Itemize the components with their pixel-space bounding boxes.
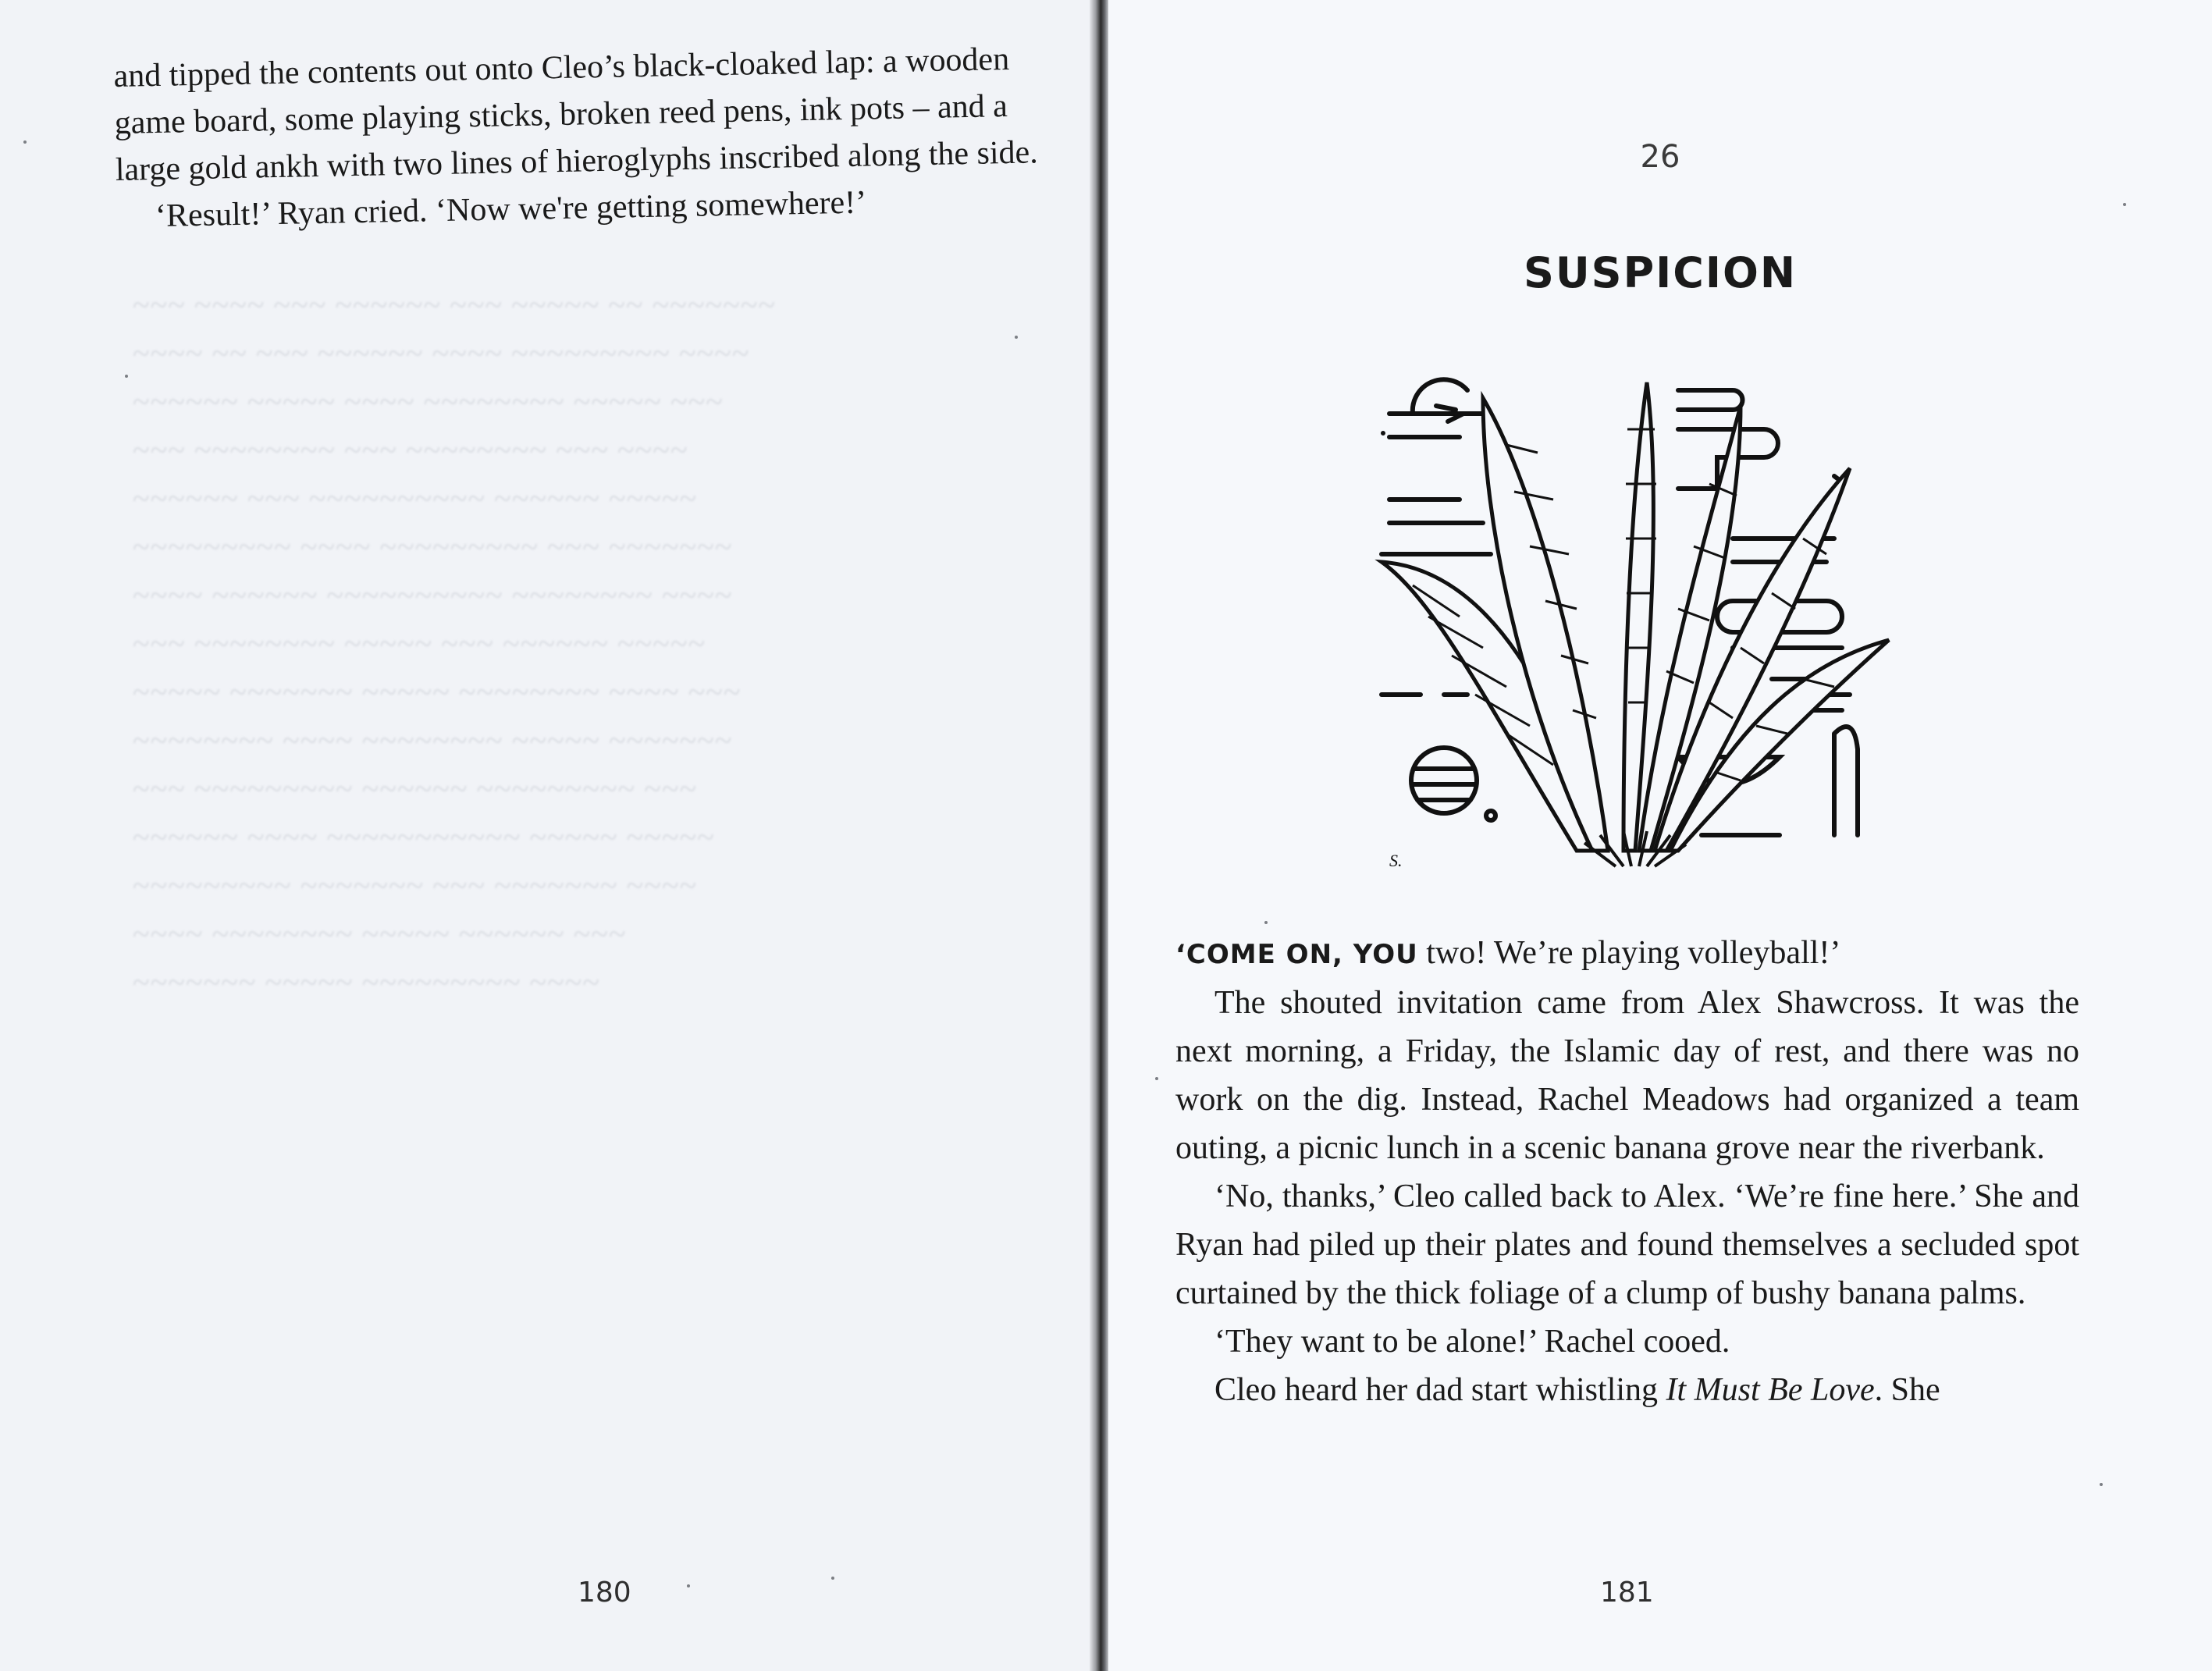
scan-speck	[1264, 921, 1268, 924]
scan-speck	[125, 375, 128, 378]
text-run: . She	[1874, 1372, 1940, 1408]
left-page-text	[113, 35, 1045, 240]
scan-speck	[1015, 336, 1018, 339]
scan-speck	[687, 1584, 690, 1587]
scan-speck	[2100, 1483, 2103, 1486]
opening-rest: two! We’re playing volleyball!’	[1417, 935, 1841, 971]
chapter-title: SUSPICION	[1523, 248, 1798, 297]
show-through-text: ~~~ ~~~~ ~~~ ~~~~~~ ~~~ ~~~~~ ~~ ~~~~~~~ ~~~~ ~~ ~~~ ~~~~~~ ~~~~ ~~~~~~~~~ ~~~~ ~~~~~~ ~~~~~ ~~~~ ~~~~~~~~ ~~~~~ ~~~ ~~~ ~~~~~~~~ ~~~ ~~~~~~~~ ~~~ ~~~~ ~~~~~~ ~~~ ~~~~~~~~~~ ~~~~~~ ~~~~~ ~~~~~~~~~ ~~~~ ~~~~~~~~~ ~~~ ~~~~~~~ ~~~~ ~~~~~~ ~~~~~~~~~~ ~~~~~~~~ ~~~~ ~~~ ~~~~~~~~ ~~~~~ ~~~ ~~~~~~ ~~~~~ ~~~~~ ~~~~~~~ ~~~~~ ~~~~~~~~ ~~~~ ~~~ ~~~~~~~~ ~~~~ ~~~~~~~~ ~~~~~ ~~~~~~~ ~~~ ~~~~~~~~~ ~~~~~~ ~~~~~~~~~ ~~~ ~~~~~~ ~~~~ ~~~~~~~~~~~ ~~~~~ ~~~~~ ~~~~~~~~~ ~~~~~~~ ~~~ ~~~~~~~ ~~~~ ~~~~ ~~~~~~~~ ~~~~~ ~~~~~~ ~~~ ~~~~~~~ ~~~~~ ~~~~~~~~~ ~~~~	[133, 287, 777, 1000]
scan-speck	[23, 140, 27, 144]
svg-text:S.: S.	[1389, 851, 1403, 870]
paragraph: The shouted invitation came from Alex Shawcross. It was the next morning, a Friday, the Islamic day of rest, and there was no work on the dig. Instead, Rachel Meadows had organized a team outing, a picnic lunch in a scenic banana grove near the riverbank.	[1175, 985, 2079, 1166]
scan-speck	[831, 1577, 834, 1580]
scan-speck	[1155, 1077, 1158, 1080]
paragraph: ‘No, thanks,’ Cleo called back to Alex. ‘We’re fine here.’ She and Ryan had piled up their plates and found themselves a secluded spot curtained by the thick foliage of a clump of bushy banana palms.	[1175, 1179, 2079, 1311]
song-title: It Must Be Love	[1666, 1372, 1875, 1408]
page-number: 181	[1600, 1577, 1654, 1609]
paragraph: and tipped the contents out onto Cleo’s black-cloaked lap: a wooden game board, some playing sticks, broken reed pens, ink pots – and a large gold ankh with two lines of hieroglyphs inscribed along the side.	[113, 41, 1039, 188]
banana-palm-hieroglyph-icon	[1366, 367, 1928, 874]
text-run: Cleo heard her dad start whistling	[1214, 1372, 1666, 1408]
left-page	[0, 0, 1096, 1671]
opening-paragraph	[1175, 929, 2079, 979]
chapter-number: 26	[1640, 139, 1680, 175]
opening-lead: ‘COME ON, YOU	[1175, 939, 1418, 970]
page-number: 180	[578, 1577, 631, 1609]
scan-speck	[2123, 203, 2126, 206]
right-page	[1108, 0, 2212, 1671]
paragraph: ‘They want to be alone!’ Rachel cooed.	[1214, 1324, 1730, 1360]
right-page-text	[1175, 929, 2079, 1414]
paragraph: ‘Result!’ Ryan cried. ‘Now we're getting somewhere!’	[155, 184, 867, 234]
book-gutter	[1090, 0, 1110, 1671]
paragraph	[1175, 1366, 2079, 1414]
